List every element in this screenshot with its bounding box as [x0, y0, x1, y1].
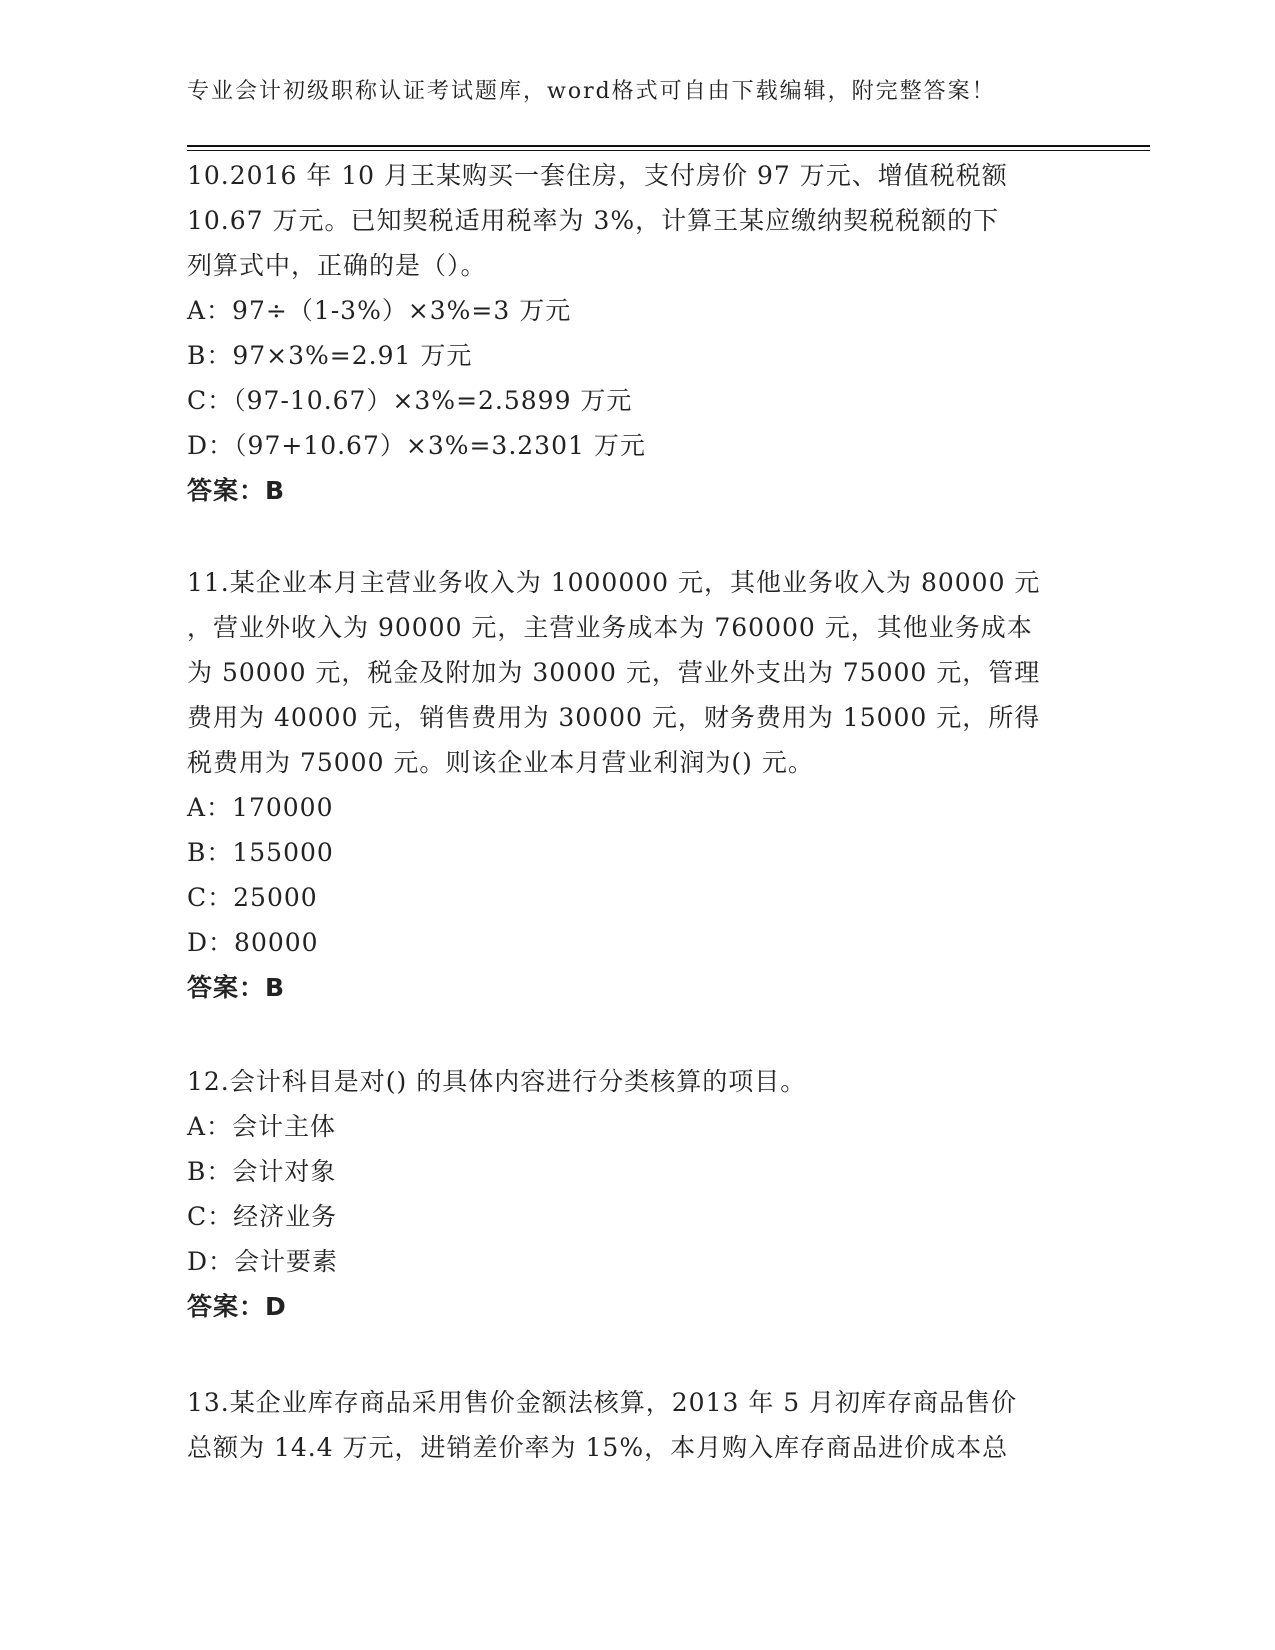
question-text-line: 税费用为 75000 元。则该企业本月营业利润为() 元。	[187, 748, 814, 777]
question-text-line: 为 50000 元，税金及附加为 30000 元，营业外支出为 75000 元，管理	[187, 658, 1041, 687]
answer: 答案：B	[187, 973, 286, 1002]
question-text-line: 13.某企业库存商品采用售价金额法核算，2013 年 5 月初库存商品售价	[187, 1388, 1018, 1417]
answer: 答案：D	[187, 1292, 287, 1321]
question-text-line: 10.2016 年 10 月王某购买一套住房，支付房价 97 万元、增值税税额	[187, 161, 1008, 190]
option-d: D：（97+10.67）×3%=3.2301 万元	[187, 431, 646, 460]
question-text-line: 总额为 14.4 万元，进销差价率为 15%，本月购入库存商品进价成本总	[187, 1433, 1009, 1462]
option-b: B：会计对象	[187, 1157, 337, 1186]
question-text-line: 费用为 40000 元，销售费用为 30000 元，财务费用为 15000 元，所得	[187, 703, 1041, 732]
question-text-line: 列算式中，正确的是（）。	[187, 251, 487, 280]
question-12	[187, 1059, 1087, 1329]
option-d: D：80000	[187, 928, 319, 957]
option-a: A：97÷（1-3%）×3%=3 万元	[187, 296, 572, 325]
option-d: D：会计要素	[187, 1247, 339, 1276]
question-text-line: 10.67 万元。已知契税适用税率为 3%，计算王某应缴纳契税税额的下	[187, 206, 1000, 235]
option-a: A：170000	[187, 793, 334, 822]
question-text-line: ，营业外收入为 90000 元，主营业务成本为 760000 元，其他业务成本	[187, 613, 1033, 642]
option-c: C：经济业务	[187, 1202, 338, 1231]
header-rule-thick	[187, 145, 1150, 147]
question-13	[187, 1380, 1087, 1470]
question-text-line: 12.会计科目是对() 的具体内容进行分类核算的项目。	[187, 1067, 807, 1096]
option-c: C：（97-10.67）×3%=2.5899 万元	[187, 386, 633, 415]
question-11	[187, 560, 1087, 1010]
answer: 答案：B	[187, 476, 286, 505]
question-10	[187, 153, 1087, 513]
page-header: 专业会计初级职称认证考试题库，word格式可自由下载编辑，附完整答案！	[187, 79, 996, 104]
option-c: C：25000	[187, 883, 318, 912]
question-text-line: 11.某企业本月主营业务收入为 1000000 元，其他业务收入为 80000 元	[187, 568, 1041, 597]
option-b: B：97×3%=2.91 万元	[187, 341, 473, 370]
option-b: B：155000	[187, 838, 334, 867]
option-a: A：会计主体	[187, 1112, 337, 1141]
header-rule-thin	[187, 150, 1150, 151]
